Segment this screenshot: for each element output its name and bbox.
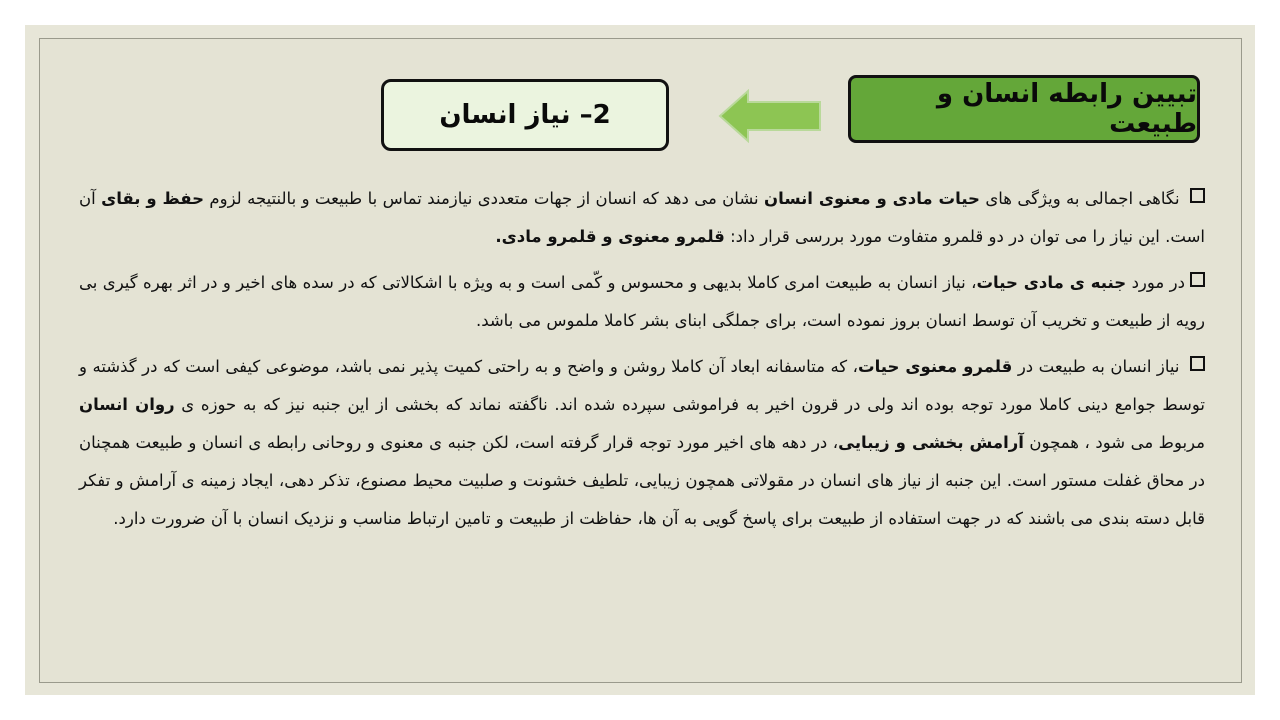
subtitle-box [381,79,669,151]
title-box [848,75,1200,143]
subtitle: 2– نیاز انسان [439,100,611,130]
slide [25,25,1255,695]
left-arrow-icon [718,89,822,143]
paragraph-1: نگاهی اجمالی به ویژگی های حیات مادی و معنوی انسان نشان می دهد که انسان از جهات متعددی نیازمند تماس با طبیعت و بالنتیجه لزوم حفظ و بقای آن است. این نیاز را می توان در دو قلمرو متفاوت مورد بررسی قرار داد: قلمرو معنوی و قلمرو مادی. [79,189,1205,246]
content-body [79,180,1205,546]
paragraph-2: در مورد جنبه ی مادی حیات، نیاز انسان به طبیعت امری کاملا بدیهی و محسوس و کّمی است و به ویژه با اشکالاتی که در سده های اخیر و در اثر بهره گیری بی رویه از طبیعت و تخریب آن توسط انسان بروز نموده است، برای جملگی ابنای بشر کاملا ملموس می باشد. [79,273,1205,330]
checkbox-bullet-icon [1190,356,1205,371]
checkbox-bullet-icon [1190,188,1205,203]
paragraph-3: نیاز انسان به طبیعت در قلمرو معنوی حیات، که متاسفانه ابعاد آن کاملا روشن و واضح و به راحتی کمیت پذیر نمی باشد، موضوعی کیفی است که در گذشته و توسط جوامع دینی کاملا مورد توجه بوده اند ولی در قرون اخیر به فراموشی سپرده شده اند. ناگفته نماند که بخشی از این جنبه نیز که به حوزه ی روان انسان مربوط می شود ، همچون آرامش بخشی و زیبایی، در دهه های اخیر مورد توجه قرار گرفته است، لکن جنبه ی معنوی و روحانی رابطه ی انسان و طبیعت همچنان در محاق غفلت مستور است. این جنبه از نیاز های انسان در مقولاتی همچون زیبایی، تلطیف خشونت و صلبیت محیط مصنوع، تذکر دهی، ایجاد زمینه ی آرامش و تفکر قابل دسته بندی می باشند که در جهت استفاده از طبیعت برای پاسخ گویی به آن ها، حفاظت از طبیعت و تامین ارتباط مناسب و نزدیک انسان با آن ضرورت دارد. [79,357,1205,528]
checkbox-bullet-icon [1190,272,1205,287]
page-title: تبیین رابطه انسان و طبیعت [936,79,1197,139]
